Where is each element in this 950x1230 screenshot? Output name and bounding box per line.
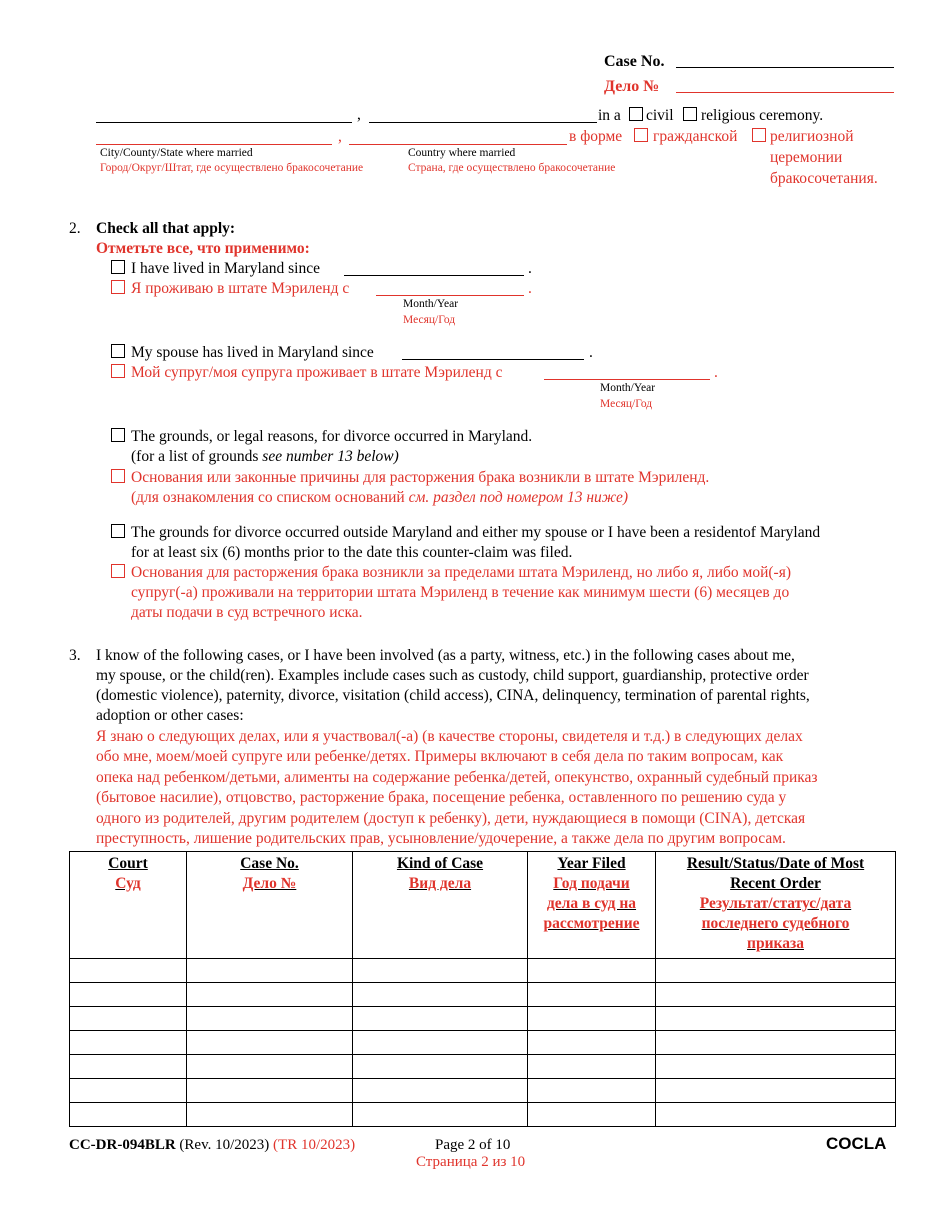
lived-md-since-field-ru[interactable]	[376, 295, 524, 296]
table-cell[interactable]	[656, 983, 896, 1007]
col-kind	[353, 852, 528, 959]
page-number: Page 2 of 10	[435, 1137, 511, 1153]
religious-checkbox[interactable]	[683, 107, 697, 121]
table-cell[interactable]	[353, 1031, 528, 1055]
col-court-en: Court	[108, 855, 148, 872]
religious-label-ru-3: бракосочетания.	[770, 170, 878, 187]
table-cell[interactable]	[528, 1079, 656, 1103]
grounds-md-note-ru-text: (для ознакомления со списком оснований	[131, 489, 409, 506]
table-cell[interactable]	[528, 1103, 656, 1127]
form-id: CC-DR-094BLR	[69, 1137, 176, 1153]
table-cell[interactable]	[187, 983, 353, 1007]
section-2-title-ru: Отметьте все, что применимо:	[96, 240, 310, 257]
table-cell[interactable]	[353, 1079, 528, 1103]
case-no-field-ru[interactable]	[676, 92, 894, 93]
grounds-outside-label-ru-2: супруг(-а) проживали на территории штата Мэриленд в течение как минимум шести (6) месяцев до	[131, 584, 790, 601]
cases-table	[69, 851, 896, 1127]
table-cell[interactable]	[187, 1007, 353, 1031]
table-header-row	[70, 852, 896, 959]
table-cell[interactable]	[528, 983, 656, 1007]
month-year-hint-2-ru: Месяц/Год	[600, 398, 653, 410]
table-row	[70, 1079, 896, 1103]
table-cell[interactable]	[528, 1007, 656, 1031]
grounds-md-checkbox-ru[interactable]	[111, 469, 125, 483]
col-result-en-2: Recent Order	[730, 875, 821, 892]
table-cell[interactable]	[187, 1079, 353, 1103]
spouse-lived-md-since-field-ru[interactable]	[544, 379, 710, 380]
col-result	[656, 852, 896, 959]
table-cell[interactable]	[70, 983, 187, 1007]
civil-label-ru: гражданской	[653, 128, 738, 145]
col-kind-en: Kind of Case	[396, 855, 484, 872]
col-court	[70, 852, 187, 959]
table-cell[interactable]	[70, 1103, 187, 1127]
section-3-number: 3.	[69, 647, 81, 664]
case-no-label: Case No.	[604, 53, 665, 70]
spouse-lived-md-since-field[interactable]	[402, 359, 584, 360]
section-2-number: 2.	[69, 220, 81, 237]
period: .	[528, 260, 532, 277]
table-cell[interactable]	[528, 1055, 656, 1079]
col-case-no	[187, 852, 353, 959]
grounds-outside-label-ru: Основания для расторжения брака возникли за пределами штата Мэриленд, но либо я, либо мой(-я)	[131, 564, 791, 581]
case-no-label-ru: Дело №	[604, 78, 660, 95]
lived-md-label-ru: Я проживаю в штате Мэриленд с	[131, 280, 350, 297]
form-id-line	[69, 1137, 355, 1154]
grounds-outside-checkbox-ru[interactable]	[111, 564, 125, 578]
col-year-ru-2: дела в суд на	[546, 895, 637, 912]
grounds-outside-checkbox[interactable]	[111, 524, 125, 538]
grounds-md-note-ru	[131, 489, 628, 507]
table-cell[interactable]	[187, 1031, 353, 1055]
col-year-ru-3: рассмотрение	[543, 915, 640, 932]
col-case-no-ru: Дело №	[242, 875, 297, 892]
section-3-text-4: adoption or other cases:	[96, 707, 244, 724]
country-label-ru: Страна, где осуществлено бракосочетание	[408, 162, 616, 174]
form-rev: (Rev. 10/2023)	[179, 1137, 270, 1153]
table-cell[interactable]	[70, 1031, 187, 1055]
month-year-hint-2: Month/Year	[600, 382, 656, 394]
lived-md-label: I have lived in Maryland since	[131, 260, 320, 277]
table-cell[interactable]	[70, 959, 187, 983]
grounds-md-label-ru: Основания или законные причины для расторжения брака возникли в штате Мэриленд.	[131, 469, 710, 486]
table-cell[interactable]	[70, 1007, 187, 1031]
spouse-lived-md-label: My spouse has lived in Maryland since	[131, 344, 374, 361]
civil-checkbox[interactable]	[629, 107, 643, 121]
table-cell[interactable]	[353, 1103, 528, 1127]
lived-md-since-field[interactable]	[344, 275, 524, 276]
col-court-ru: Суд	[115, 875, 141, 892]
table-cell[interactable]	[528, 959, 656, 983]
table-cell[interactable]	[187, 1055, 353, 1079]
grounds-outside-label-2: for at least six (6) months prior to the date this counter-claim was filed.	[131, 544, 573, 561]
country-married-field-ru[interactable]	[349, 144, 567, 145]
grounds-outside-label-ru-3: даты подачи в суд встречного иска.	[131, 604, 363, 621]
spouse-lived-md-checkbox-ru[interactable]	[111, 364, 125, 378]
table-cell[interactable]	[656, 1103, 896, 1127]
country-label: Country where married	[408, 147, 516, 159]
table-row	[70, 959, 896, 983]
period-ru: .	[714, 364, 718, 381]
section-3-text-ru-3: опека над ребенком/детьми, алименты на содержание ребенка/детей, опекунство, охранный судебный приказ	[96, 769, 818, 786]
comma-ru: ,	[338, 128, 342, 145]
religious-checkbox-ru[interactable]	[752, 128, 766, 142]
table-row	[70, 1055, 896, 1079]
country-married-field[interactable]	[369, 122, 597, 123]
city-married-field-ru[interactable]	[96, 144, 332, 145]
table-cell[interactable]	[656, 959, 896, 983]
city-label: City/County/State where married	[100, 147, 253, 159]
grounds-md-label: The grounds, or legal reasons, for divorce occurred in Maryland.	[131, 428, 533, 445]
table-cell[interactable]	[656, 1007, 896, 1031]
col-year	[528, 852, 656, 959]
col-kind-ru: Вид дела	[408, 875, 472, 892]
in-a-label: in a	[598, 107, 621, 124]
month-year-hint-ru: Месяц/Год	[403, 314, 456, 326]
table-cell[interactable]	[70, 1079, 187, 1103]
table-cell[interactable]	[187, 959, 353, 983]
table-cell[interactable]	[187, 1103, 353, 1127]
table-row	[70, 1007, 896, 1031]
table-cell[interactable]	[656, 1031, 896, 1055]
table-row	[70, 1031, 896, 1055]
in-a-label-ru: в форме	[569, 128, 623, 145]
period-ru: .	[528, 280, 532, 297]
table-cell[interactable]	[353, 1007, 528, 1031]
table-row	[70, 983, 896, 1007]
table-cell[interactable]	[656, 1079, 896, 1103]
col-result-en-1: Result/Status/Date of Most	[686, 855, 865, 872]
form-code: COCLA	[826, 1134, 887, 1153]
spouse-lived-md-checkbox[interactable]	[111, 344, 125, 358]
religious-label: religious ceremony.	[701, 107, 824, 124]
religious-label-ru-2: церемонии	[770, 149, 843, 166]
case-no-field[interactable]	[676, 67, 894, 68]
section-3-text-ru-6: преступность, лишение родительских прав, усыновление/удочерение, а также дела по другим вопросам.	[96, 830, 786, 847]
civil-checkbox-ru[interactable]	[634, 128, 648, 142]
section-3-text-ru-5: одного из родителей, другим родителем (доступ к ребенку), дети, нуждающиеся в помощи (CINA), детская	[96, 810, 806, 827]
section-3-text-ru-1: Я знаю о следующих делах, или я участвовал(-а) (в качестве стороны, свидетеля и т.д.) в следующих делах	[96, 728, 803, 745]
col-year-ru-1: Год подачи	[553, 875, 630, 892]
table-cell[interactable]	[353, 959, 528, 983]
table-cell[interactable]	[70, 1055, 187, 1079]
col-case-no-en: Case No.	[240, 855, 299, 872]
section-3-text-1: I know of the following cases, or I have been involved (as a party, witness, etc.) in the following cases about me,	[96, 647, 795, 664]
table-cell[interactable]	[528, 1031, 656, 1055]
civil-label: civil	[646, 107, 674, 124]
col-result-ru-2: последнего судебного	[701, 915, 850, 932]
city-married-field[interactable]	[96, 122, 352, 123]
section-3-text-3: (domestic violence), paternity, divorce, visitation (child access), CINA, delinquency, termination of parental rights,	[96, 687, 810, 704]
spouse-lived-md-label-ru: Мой супруг/моя супруга проживает в штате Мэриленд с	[131, 364, 503, 381]
grounds-md-note-ru-ref: см. раздел под номером 13 ниже)	[408, 489, 629, 506]
col-year-en: Year Filed	[557, 855, 626, 872]
lived-md-checkbox-ru[interactable]	[111, 280, 125, 294]
form-tr: (TR 10/2023)	[273, 1137, 356, 1153]
table-cell[interactable]	[656, 1055, 896, 1079]
grounds-md-note-ref: see number 13 below)	[262, 448, 399, 465]
table-row	[70, 1103, 896, 1127]
grounds-outside-label: The grounds for divorce occurred outside Maryland and either my spouse or I have been a residentof Maryland	[131, 524, 821, 541]
period: .	[589, 344, 593, 361]
comma: ,	[357, 106, 361, 123]
lived-md-checkbox[interactable]	[111, 260, 125, 274]
table-cell[interactable]	[353, 983, 528, 1007]
col-result-ru-3: приказа	[747, 935, 804, 952]
grounds-md-note-text: (for a list of grounds	[131, 448, 263, 465]
section-3-text-2: my spouse, or the child(ren). Examples include cases such as custody, child support, guardianship, protective order	[96, 667, 809, 684]
section-3-text-ru-2: обо мне, моем/моей супруге или ребенке/детях. Примеры включают в себя дела по таким вопросам, как	[96, 748, 784, 765]
grounds-md-checkbox[interactable]	[111, 428, 125, 442]
table-cell[interactable]	[353, 1055, 528, 1079]
month-year-hint: Month/Year	[403, 298, 459, 310]
city-label-ru: Город/Округ/Штат, где осуществлено бракосочетание	[100, 162, 364, 174]
section-2-title: Check all that apply:	[96, 220, 236, 237]
grounds-md-note	[131, 448, 399, 466]
section-3-text-ru-4: (бытовое насилие), отцовство, расторжение брака, посещение ребенка, оставленного по решению суда у	[96, 789, 787, 806]
col-result-ru-1: Результат/статус/дата	[699, 895, 852, 912]
page-number-ru: Страница 2 из 10	[416, 1154, 526, 1170]
religious-label-ru-1: религиозной	[770, 128, 854, 145]
